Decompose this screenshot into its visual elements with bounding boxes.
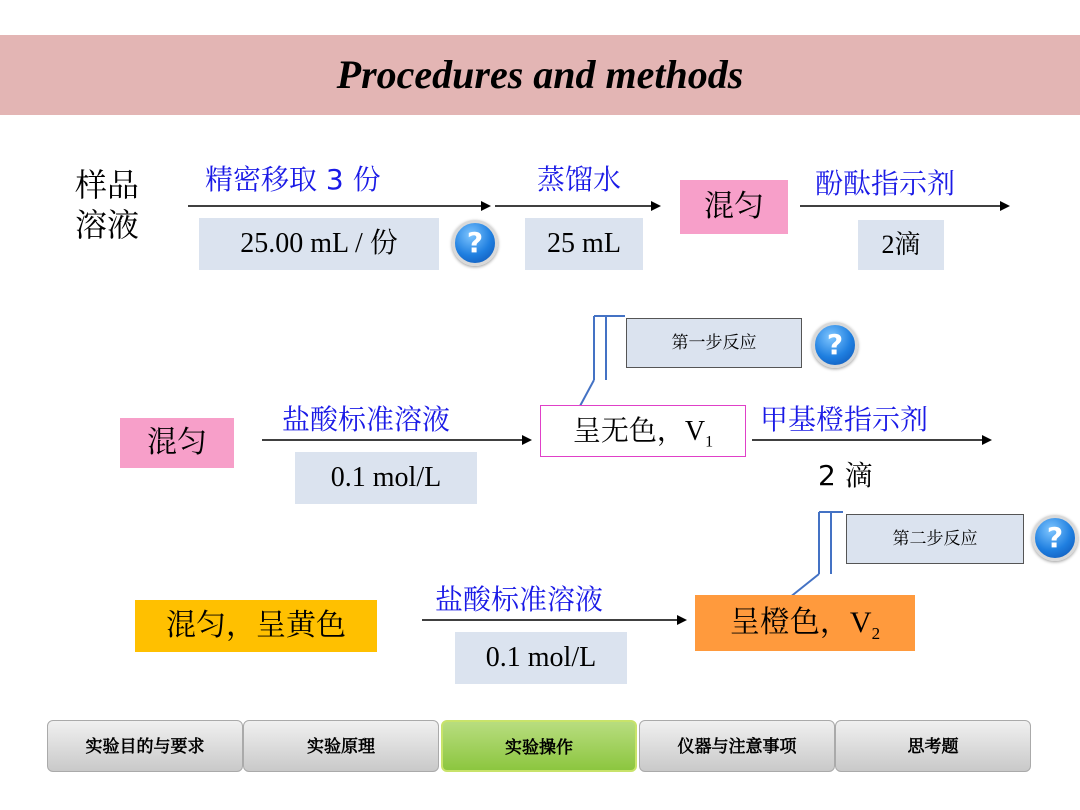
sample-solution-label bbox=[75, 165, 139, 245]
result-text-row2: 呈无色， bbox=[572, 414, 685, 447]
help-icon[interactable]: ? bbox=[1032, 515, 1078, 561]
reagent-label-row3: 盐酸标准溶液 bbox=[435, 583, 604, 616]
volume-subscript-row2: 1 bbox=[705, 433, 714, 451]
step2-volume-box: 25 mL bbox=[525, 218, 643, 270]
step3-arrow bbox=[800, 200, 1015, 212]
sample-line-1: 样品 bbox=[75, 166, 140, 204]
reagent-arrow-row2 bbox=[262, 434, 537, 446]
step3-above-label: 酚酞指示剂 bbox=[815, 167, 956, 200]
colorless-result-box bbox=[540, 405, 746, 457]
concentration-box-row3: 0.1 mol/L bbox=[455, 632, 627, 684]
step1-volume-box: 25.00 mL / 份 bbox=[199, 218, 439, 270]
reagent-label-row2: 盐酸标准溶液 bbox=[282, 403, 451, 436]
step2-reaction-label[interactable]: 第二步反应 bbox=[846, 514, 1024, 564]
connector-step1 bbox=[570, 314, 630, 410]
indicator-arrow-row2 bbox=[752, 434, 997, 446]
sample-line-2: 溶液 bbox=[75, 206, 140, 244]
nav-instruments[interactable]: 仪器与注意事项 bbox=[639, 720, 835, 772]
nav-questions[interactable]: 思考题 bbox=[835, 720, 1031, 772]
step2-arrow bbox=[495, 200, 665, 212]
indicator-label-row2: 甲基橙指示剂 bbox=[760, 403, 929, 436]
yellow-mix-box: 混匀，呈黄色 bbox=[135, 600, 377, 652]
page-title: Procedures and methods bbox=[336, 52, 744, 97]
step3-drops-box: 2滴 bbox=[858, 220, 944, 270]
volume-symbol-row3: V bbox=[849, 606, 872, 639]
step1-above-label: 精密移取 3 份 bbox=[205, 163, 381, 196]
nav-operation[interactable]: 实验操作 bbox=[441, 720, 637, 772]
volume-symbol-row2: V bbox=[684, 416, 706, 447]
step1-reaction-label[interactable]: 第一步反应 bbox=[626, 318, 802, 368]
mix-box-row1: 混匀 bbox=[680, 180, 788, 234]
result-text-row3: 呈橙色， bbox=[729, 605, 850, 640]
nav-principles[interactable]: 实验原理 bbox=[243, 720, 439, 772]
volume-subscript-row3: 2 bbox=[871, 624, 881, 643]
indicator-drops-row2: 2 滴 bbox=[818, 459, 873, 492]
title-banner bbox=[0, 35, 1080, 115]
step2-above-label: 蒸馏水 bbox=[537, 163, 622, 196]
concentration-box-row2: 0.1 mol/L bbox=[295, 452, 477, 504]
orange-result-box bbox=[695, 595, 915, 651]
mix-box-row2: 混匀 bbox=[120, 418, 234, 468]
help-icon[interactable]: ? bbox=[452, 220, 498, 266]
step1-arrow bbox=[188, 200, 493, 212]
nav-objectives[interactable]: 实验目的与要求 bbox=[47, 720, 243, 772]
reagent-arrow-row3 bbox=[422, 614, 692, 626]
help-icon[interactable]: ? bbox=[812, 322, 858, 368]
